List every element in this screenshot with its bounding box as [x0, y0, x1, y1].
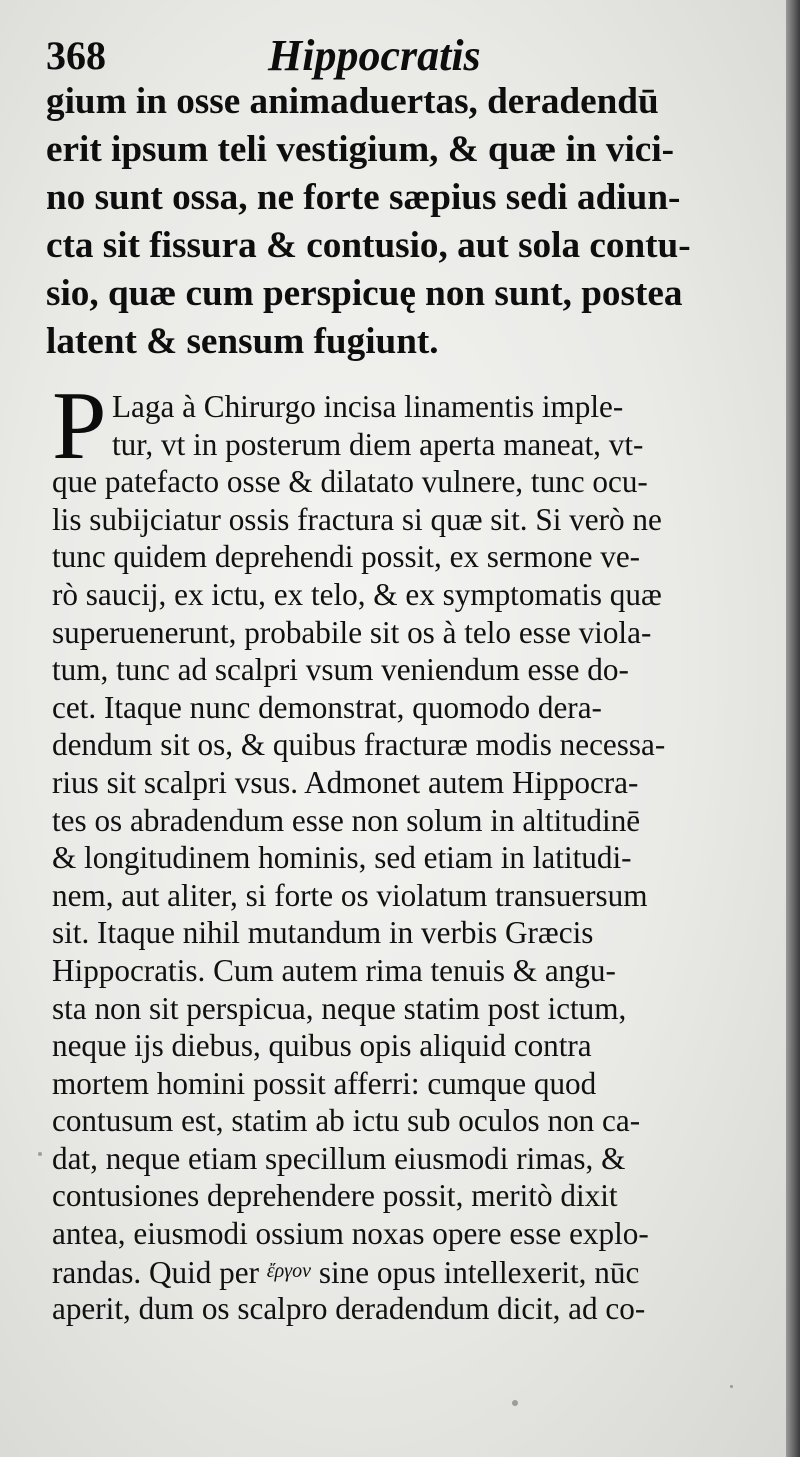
text-line: no sunt ossa, ne forte sæpius sedi adiun-: [46, 177, 681, 218]
drop-cap: P: [52, 372, 107, 480]
commentary-line-with-greek: [52, 1253, 702, 1291]
commentary-line: nem, aut aliter, si forte os violatum transuersum: [52, 877, 648, 913]
commentary-line: que patefacto osse & dilatato vulnere, tunc ocu-: [52, 464, 648, 500]
paper-speck: [730, 1385, 733, 1388]
commentary-line: cet. Itaque nunc demonstrat, quomodo dera-: [52, 689, 602, 725]
page-number: 368: [46, 33, 106, 78]
paper-speck: [512, 1400, 518, 1406]
commentary-line: tur, vt in posterum diem aperta maneat, vt-: [112, 426, 644, 462]
commentary-line: rò saucij, ex ictu, ex telo, & ex symptomatis quæ: [52, 576, 662, 612]
commentary-line: lis subijciatur ossis fractura si quæ sit. Si verò ne: [52, 501, 662, 537]
commentary-line: rius sit scalpri vsus. Admonet autem Hippocra-: [52, 764, 639, 800]
commentary-line: dat, neque etiam specillum eiusmodi rimas, &: [52, 1140, 626, 1176]
text-line: gium in osse animaduertas, deradendū: [46, 81, 659, 122]
book-spine-edge: [786, 0, 800, 1457]
commentary-line: contusiones deprehendere possit, meritò dixit: [52, 1178, 618, 1214]
commentary-line: superuenerunt, probabile sit os à telo esse viola-: [52, 614, 652, 650]
commentary-line: tunc quidem deprehendi possit, ex sermone ve-: [52, 539, 641, 575]
commentary-line: sta non sit perspicua, neque statim post ictum,: [52, 990, 627, 1026]
commentary-block: [52, 372, 702, 1328]
commentary-line: antea, eiusmodi ossium noxas opere esse explo-: [52, 1216, 649, 1252]
commentary-line: Laga à Chirurgo incisa linamentis imple-: [112, 389, 624, 424]
running-title: Hippocratis: [268, 31, 481, 80]
commentary-line: contusum est, statim ab ictu sub oculos non ca-: [52, 1103, 641, 1139]
line-head: randas. Quid per: [52, 1254, 267, 1290]
greek-word: ἔργον: [266, 1259, 312, 1282]
paper-speck: [38, 1152, 42, 1156]
commentary-line: aperit, dum os scalpro deradendum dicit, ad co-: [52, 1291, 646, 1327]
commentary-line: sit. Itaque nihil mutandum in verbis Græcis: [52, 915, 594, 951]
commentary-line: tes os abradendum esse non solum in altitudinē: [52, 802, 641, 838]
commentary-line: mortem homini possit afferri: cumque quod: [52, 1065, 597, 1101]
commentary-line: tum, tunc ad scalpri vsum veniendum esse do-: [52, 652, 629, 688]
commentary-line: Hippocratis. Cum autem rima tenuis & angu-: [52, 952, 616, 988]
text-line: latent & sensum fugiunt.: [46, 321, 439, 362]
text-line: sio, quæ cum perspicuę non sunt, postea: [46, 273, 683, 314]
commentary-line: dendum sit os, & quibus fracturæ modis necessa-: [52, 727, 666, 763]
commentary-line: & longitudinem hominis, sed etiam in latitudi-: [52, 840, 632, 876]
hippocrates-text-block: [46, 78, 710, 366]
commentary-line: neque ijs diebus, quibus opis aliquid contra: [52, 1028, 592, 1064]
text-line: erit ipsum teli vestigium, & quæ in vici-: [46, 129, 675, 170]
text-line: cta sit fissura & contusio, aut sola contu-: [46, 225, 691, 266]
line-tail: sine opus intellexerit, nūc: [311, 1254, 640, 1290]
